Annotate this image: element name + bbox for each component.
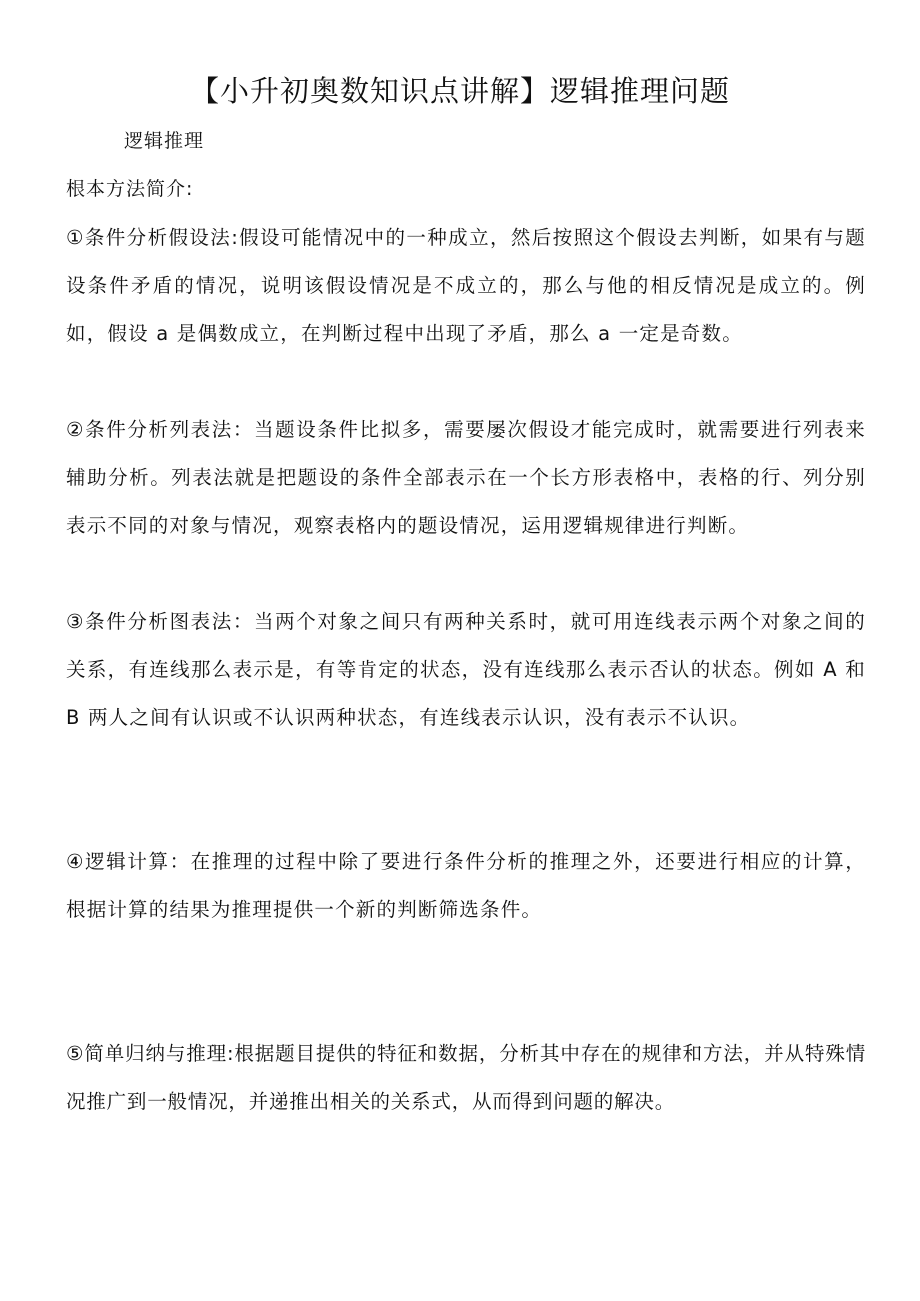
paragraph-assumption-method: ①条件分析假设法:假设可能情况中的一种成立，然后按照这个假设去判断，如果有与题设条件矛盾的情况，说明该假设情况是不成立的，那么与他的相反情况是成立的。例如，假设 a 是偶数成立，在判断过程中出现了矛盾，那么 a 一定是奇数。 — [66, 226, 866, 345]
paragraph-induction-reasoning: ⑤简单归纳与推理:根据题目提供的特征和数据，分析其中存在的规律和方法，并从特殊情况推广到一般情况，并递推出相关的关系式，从而得到问题的解决。 — [66, 1042, 866, 1113]
paragraph-diagram-method: ③条件分析图表法：当两个对象之间只有两种关系时，就可用连线表示两个对象之间的关系，有连线那么表示是，有等肯定的状态，没有连线那么表示否认的状态。例如 A 和 B 两人之间有认识或不认识两种状态，有连线表示认识，没有表示不认识。 — [66, 610, 866, 729]
intro-label: 根本方法简介: — [66, 178, 194, 200]
paragraph-table-method: ②条件分析列表法：当题设条件比拟多，需要屡次假设才能完成时，就需要进行列表来辅助分析。列表法就是把题设的条件全部表示在一个长方形表格中，表格的行、列分别表示不同的对象与情况，观察表格内的题设情况，运用逻辑规律进行判断。 — [66, 418, 866, 537]
paragraph-logic-calculation: ④逻辑计算：在推理的过程中除了要进行条件分析的推理之外，还要进行相应的计算，根据计算的结果为推理提供一个新的判断筛选条件。 — [66, 850, 866, 921]
section-heading: 逻辑推理 — [124, 130, 205, 152]
document-title: 【小升初奥数知识点讲解】逻辑推理问题 — [189, 74, 730, 108]
